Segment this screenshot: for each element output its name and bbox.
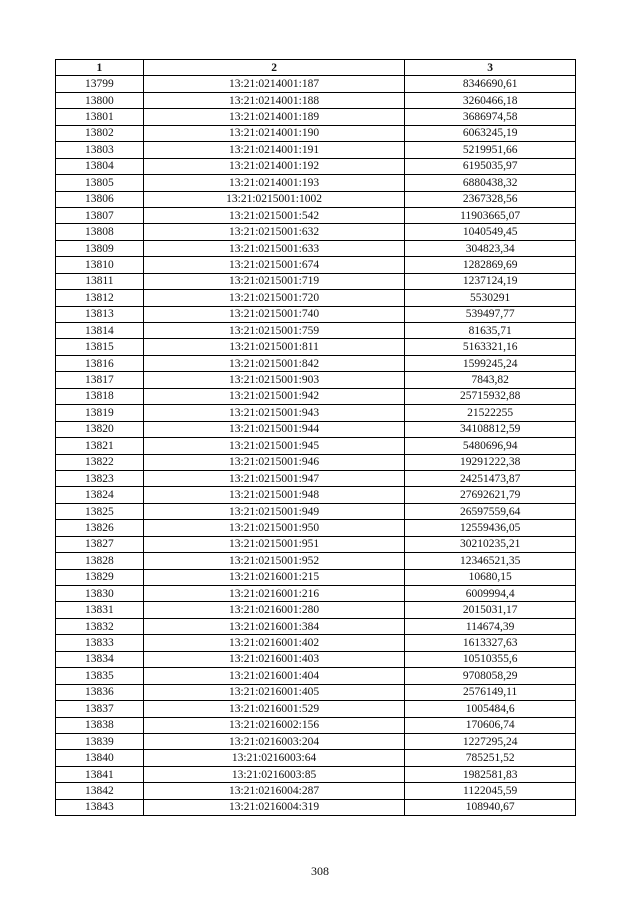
value-cell: 10510355,6 — [405, 651, 576, 667]
table-row — [56, 602, 576, 618]
row-number-cell: 13802 — [56, 125, 144, 141]
row-number-cell: 13800 — [56, 92, 144, 108]
value-cell: 11903665,07 — [405, 207, 576, 223]
value-cell: 2576149,11 — [405, 684, 576, 700]
value-cell: 81635,71 — [405, 323, 576, 339]
row-number-cell: 13827 — [56, 536, 144, 552]
cadastral-number-cell: 13:21:0216001:404 — [143, 668, 405, 684]
cadastral-number-cell: 13:21:0214001:187 — [143, 76, 405, 92]
value-cell: 1237124,19 — [405, 273, 576, 289]
cadastral-number-cell: 13:21:0215001:1002 — [143, 191, 405, 207]
value-cell: 1227295,24 — [405, 733, 576, 749]
row-number-cell: 13804 — [56, 158, 144, 174]
table-row — [56, 651, 576, 667]
value-cell: 12346521,35 — [405, 553, 576, 569]
table-row — [56, 306, 576, 322]
value-cell: 5219951,66 — [405, 142, 576, 158]
table-row — [56, 586, 576, 602]
value-cell: 9708058,29 — [405, 668, 576, 684]
cadastral-number-cell: 13:21:0216002:156 — [143, 717, 405, 733]
cadastral-number-cell: 13:21:0215001:719 — [143, 273, 405, 289]
row-number-cell: 13814 — [56, 323, 144, 339]
row-number-cell: 13817 — [56, 372, 144, 388]
cadastral-number-cell: 13:21:0215001:943 — [143, 405, 405, 421]
cadastral-number-cell: 13:21:0216001:280 — [143, 602, 405, 618]
row-number-cell: 13810 — [56, 257, 144, 273]
table-row — [56, 470, 576, 486]
cadastral-number-cell: 13:21:0215001:950 — [143, 520, 405, 536]
row-number-cell: 13818 — [56, 388, 144, 404]
table-row — [56, 175, 576, 191]
value-cell: 1613327,63 — [405, 635, 576, 651]
cadastral-number-cell: 13:21:0215001:720 — [143, 290, 405, 306]
value-cell: 19291222,38 — [405, 454, 576, 470]
row-number-cell: 13821 — [56, 438, 144, 454]
row-number-cell: 13811 — [56, 273, 144, 289]
value-cell: 2367328,56 — [405, 191, 576, 207]
cadastral-number-cell: 13:21:0215001:842 — [143, 355, 405, 371]
table-header-row — [56, 60, 576, 76]
cadastral-number-cell: 13:21:0216003:204 — [143, 733, 405, 749]
row-number-cell: 13805 — [56, 175, 144, 191]
table-row — [56, 618, 576, 634]
table-row — [56, 520, 576, 536]
cadastral-number-cell: 13:21:0215001:951 — [143, 536, 405, 552]
row-number-cell: 13835 — [56, 668, 144, 684]
value-cell: 3686974,58 — [405, 109, 576, 125]
value-cell: 1282869,69 — [405, 257, 576, 273]
table-row — [56, 273, 576, 289]
table-row — [56, 405, 576, 421]
row-number-cell: 13833 — [56, 635, 144, 651]
table-row — [56, 701, 576, 717]
row-number-cell: 13823 — [56, 470, 144, 486]
cadastral-number-cell: 13:21:0214001:188 — [143, 92, 405, 108]
cadastral-number-cell: 13:21:0215001:632 — [143, 224, 405, 240]
table-row — [56, 684, 576, 700]
value-cell: 8346690,61 — [405, 76, 576, 92]
table-row — [56, 224, 576, 240]
row-number-cell: 13807 — [56, 207, 144, 223]
cadastral-number-cell: 13:21:0215001:633 — [143, 240, 405, 256]
table-row — [56, 635, 576, 651]
table-row — [56, 240, 576, 256]
table-row — [56, 372, 576, 388]
cadastral-number-cell: 13:21:0214001:189 — [143, 109, 405, 125]
row-number-cell: 13825 — [56, 503, 144, 519]
cadastral-number-cell: 13:21:0215001:946 — [143, 454, 405, 470]
value-cell: 34108812,59 — [405, 421, 576, 437]
value-cell: 304823,34 — [405, 240, 576, 256]
column-header-3: 3 — [405, 60, 576, 76]
table-row — [56, 290, 576, 306]
row-number-cell: 13830 — [56, 586, 144, 602]
row-number-cell: 13841 — [56, 766, 144, 782]
row-number-cell: 13813 — [56, 306, 144, 322]
table-row — [56, 438, 576, 454]
table-row — [56, 125, 576, 141]
row-number-cell: 13822 — [56, 454, 144, 470]
cadastral-number-cell: 13:21:0215001:947 — [143, 470, 405, 486]
cadastral-number-cell: 13:21:0214001:191 — [143, 142, 405, 158]
value-cell: 2015031,17 — [405, 602, 576, 618]
table-row — [56, 158, 576, 174]
cadastral-number-cell: 13:21:0215001:811 — [143, 339, 405, 355]
cadastral-number-cell: 13:21:0215001:674 — [143, 257, 405, 273]
table-row — [56, 799, 576, 815]
table-row — [56, 454, 576, 470]
row-number-cell: 13808 — [56, 224, 144, 240]
table-row — [56, 783, 576, 799]
value-cell: 6063245,19 — [405, 125, 576, 141]
row-number-cell: 13824 — [56, 487, 144, 503]
row-number-cell: 13838 — [56, 717, 144, 733]
table-row — [56, 109, 576, 125]
data-table — [55, 59, 576, 816]
value-cell: 108940,67 — [405, 799, 576, 815]
table-row — [56, 191, 576, 207]
value-cell: 1005484,6 — [405, 701, 576, 717]
cadastral-number-cell: 13:21:0216001:215 — [143, 569, 405, 585]
cadastral-number-cell: 13:21:0216001:402 — [143, 635, 405, 651]
value-cell: 26597559,64 — [405, 503, 576, 519]
row-number-cell: 13828 — [56, 553, 144, 569]
value-cell: 1982581,83 — [405, 766, 576, 782]
value-cell: 6195035,97 — [405, 158, 576, 174]
table-row — [56, 388, 576, 404]
row-number-cell: 13842 — [56, 783, 144, 799]
cadastral-number-cell: 13:21:0216004:287 — [143, 783, 405, 799]
value-cell: 27692621,79 — [405, 487, 576, 503]
cadastral-number-cell: 13:21:0215001:952 — [143, 553, 405, 569]
row-number-cell: 13809 — [56, 240, 144, 256]
cadastral-number-cell: 13:21:0215001:740 — [143, 306, 405, 322]
table-row — [56, 750, 576, 766]
table-body — [56, 76, 576, 816]
value-cell: 3260466,18 — [405, 92, 576, 108]
cadastral-number-cell: 13:21:0215001:948 — [143, 487, 405, 503]
cadastral-number-cell: 13:21:0216001:216 — [143, 586, 405, 602]
row-number-cell: 13831 — [56, 602, 144, 618]
cadastral-number-cell: 13:21:0216001:405 — [143, 684, 405, 700]
row-number-cell: 13820 — [56, 421, 144, 437]
table-row — [56, 668, 576, 684]
value-cell: 30210235,21 — [405, 536, 576, 552]
table-row — [56, 257, 576, 273]
value-cell: 25715932,88 — [405, 388, 576, 404]
value-cell: 170606,74 — [405, 717, 576, 733]
table-row — [56, 76, 576, 92]
table-row — [56, 487, 576, 503]
table-row — [56, 92, 576, 108]
row-number-cell: 13815 — [56, 339, 144, 355]
cadastral-number-cell: 13:21:0216004:319 — [143, 799, 405, 815]
table-row — [56, 142, 576, 158]
row-number-cell: 13834 — [56, 651, 144, 667]
value-cell: 6009994,4 — [405, 586, 576, 602]
row-number-cell: 13803 — [56, 142, 144, 158]
row-number-cell: 13816 — [56, 355, 144, 371]
value-cell: 12559436,05 — [405, 520, 576, 536]
value-cell: 6880438,32 — [405, 175, 576, 191]
cadastral-number-cell: 13:21:0215001:542 — [143, 207, 405, 223]
value-cell: 21522255 — [405, 405, 576, 421]
cadastral-number-cell: 13:21:0216003:85 — [143, 766, 405, 782]
page-number: 308 — [311, 864, 329, 878]
cadastral-number-cell: 13:21:0216001:384 — [143, 618, 405, 634]
value-cell: 785251,52 — [405, 750, 576, 766]
table-row — [56, 733, 576, 749]
row-number-cell: 13801 — [56, 109, 144, 125]
row-number-cell: 13839 — [56, 733, 144, 749]
table-row — [56, 421, 576, 437]
cadastral-number-cell: 13:21:0215001:903 — [143, 372, 405, 388]
cadastral-number-cell: 13:21:0214001:190 — [143, 125, 405, 141]
table-row — [56, 355, 576, 371]
cadastral-number-cell: 13:21:0215001:949 — [143, 503, 405, 519]
value-cell: 539497,77 — [405, 306, 576, 322]
cadastral-number-cell: 13:21:0215001:945 — [143, 438, 405, 454]
column-header-1: 1 — [56, 60, 144, 76]
value-cell: 7843,82 — [405, 372, 576, 388]
row-number-cell: 13812 — [56, 290, 144, 306]
row-number-cell: 13843 — [56, 799, 144, 815]
value-cell: 1040549,45 — [405, 224, 576, 240]
value-cell: 5163321,16 — [405, 339, 576, 355]
table-row — [56, 766, 576, 782]
row-number-cell: 13799 — [56, 76, 144, 92]
table-row — [56, 323, 576, 339]
row-number-cell: 13837 — [56, 701, 144, 717]
table-row — [56, 717, 576, 733]
value-cell: 5480696,94 — [405, 438, 576, 454]
table-row — [56, 339, 576, 355]
table-row — [56, 207, 576, 223]
row-number-cell: 13840 — [56, 750, 144, 766]
table-row — [56, 553, 576, 569]
cadastral-number-cell: 13:21:0215001:942 — [143, 388, 405, 404]
cadastral-number-cell: 13:21:0215001:759 — [143, 323, 405, 339]
row-number-cell: 13829 — [56, 569, 144, 585]
row-number-cell: 13832 — [56, 618, 144, 634]
row-number-cell: 13819 — [56, 405, 144, 421]
column-header-2: 2 — [143, 60, 405, 76]
table-row — [56, 503, 576, 519]
row-number-cell: 13806 — [56, 191, 144, 207]
cadastral-number-cell: 13:21:0214001:192 — [143, 158, 405, 174]
value-cell: 1122045,59 — [405, 783, 576, 799]
value-cell: 10680,15 — [405, 569, 576, 585]
value-cell: 5530291 — [405, 290, 576, 306]
cadastral-number-cell: 13:21:0216001:529 — [143, 701, 405, 717]
table-row — [56, 569, 576, 585]
cadastral-number-cell: 13:21:0215001:944 — [143, 421, 405, 437]
row-number-cell: 13836 — [56, 684, 144, 700]
table-row — [56, 536, 576, 552]
cadastral-number-cell: 13:21:0214001:193 — [143, 175, 405, 191]
cadastral-number-cell: 13:21:0216001:403 — [143, 651, 405, 667]
row-number-cell: 13826 — [56, 520, 144, 536]
value-cell: 1599245,24 — [405, 355, 576, 371]
value-cell: 114674,39 — [405, 618, 576, 634]
value-cell: 24251473,87 — [405, 470, 576, 486]
cadastral-number-cell: 13:21:0216003:64 — [143, 750, 405, 766]
